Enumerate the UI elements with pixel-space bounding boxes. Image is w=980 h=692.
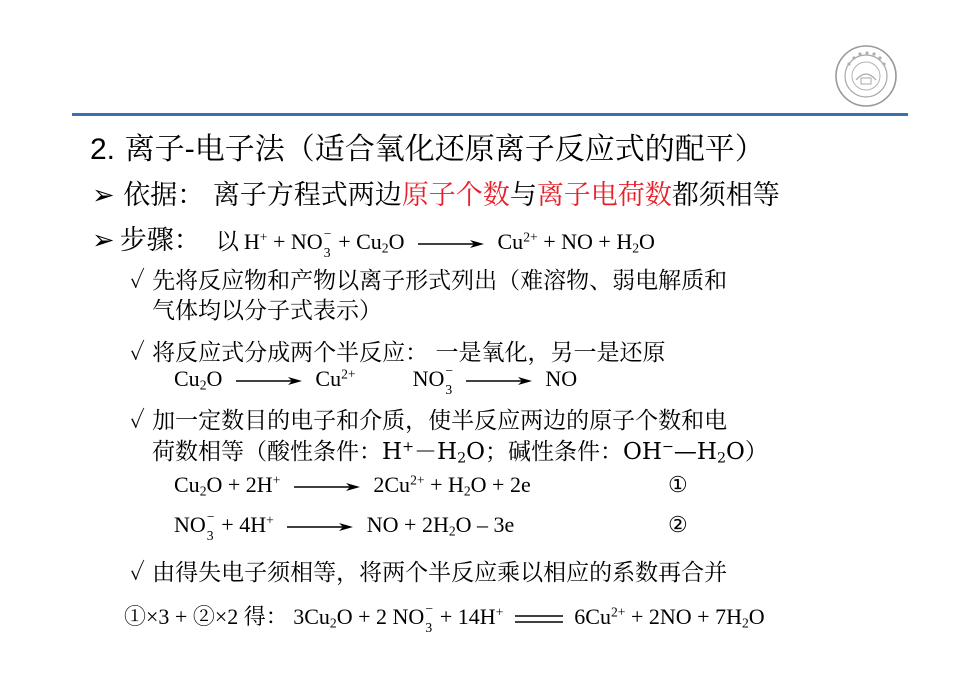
step3-line1: ✓ 加一定数目的电子和介质，使半反应两边的原子个数和电 <box>130 408 728 434</box>
checkmark-icon: ✓ <box>130 408 145 434</box>
slide-heading <box>90 124 765 168</box>
equation-marker-1: ① <box>668 472 688 497</box>
heading-number: 2. <box>90 133 116 166</box>
university-seal-logo <box>834 44 898 108</box>
step3-line2: 荷数相等（酸性条件：$H^+-H_2O$；碱性条件：$OH^-—H_2O$） <box>152 439 768 467</box>
title-divider <box>72 113 908 116</box>
step4-line: ✓ 由得失电子须相等，将两个半反应乘以相应的系数再合并 <box>130 560 728 586</box>
checkmark-icon: ✓ <box>130 268 145 294</box>
checkmark-icon: ✓ <box>130 560 145 586</box>
heading-title: 离子-电子法（适合氧化还原离子反应式的配平） <box>124 132 765 167</box>
reaction-arrow-icon <box>287 522 353 532</box>
step1-line1: ✓ 先将反应物和产物以离子形式列出（难溶物、弱电解质和 <box>130 268 728 294</box>
checkmark-icon: ✓ <box>130 340 145 366</box>
reaction-arrow-icon <box>236 376 302 386</box>
basis-line: ➢ 依据： 离子方程式两边原子个数与离子电荷数都须相等 <box>92 180 780 211</box>
step1-line2: 气体均以分子式表示） <box>152 298 382 324</box>
half-reactions-line: $Cu_2O$ $Cu^{2+}$ NO − 3 NO <box>174 363 578 398</box>
reaction-arrow-icon <box>418 239 484 249</box>
equation-marker-2: ② <box>668 512 688 537</box>
half-equation-2: NO − 3 + 4H+ NO + $2H_2O - 3e$ <box>174 509 515 544</box>
half-equation-1: $Cu_2O + 2H^+$ $2Cu^{2+} + H_2O + 2e$ <box>174 472 531 499</box>
highlight-atom-count: 原子个数 <box>401 180 510 211</box>
step2-line: ✓ 将反应式分成两个半反应： 一是氧化，另一是还原 <box>130 340 666 366</box>
reaction-arrow-icon <box>466 376 532 386</box>
highlight-ion-charge: 离子电荷数 <box>536 180 672 211</box>
final-equation: ①×3 + ②×2 得： $3Cu_2O + 2$ NO − 3 + 14H+ $6Cu^{2+} + 2NO + 7H_2O$ <box>124 601 765 636</box>
bullet-arrow-icon: ➢ <box>92 180 115 211</box>
bullet-arrow-icon: ➢ <box>92 225 115 256</box>
reaction-arrow-icon <box>294 482 360 492</box>
overall-reaction: H+ + NO − 3 + $Cu_2O$ $Cu^{2+}$ + NO + $H_2O$ <box>243 226 655 261</box>
steps-line: ➢ 步骤： 以 H+ + NO − 3 + $Cu_2O$ $Cu^{2+}$ + NO + $H_2O$ <box>92 225 655 261</box>
equals-sign-icon <box>515 614 563 624</box>
